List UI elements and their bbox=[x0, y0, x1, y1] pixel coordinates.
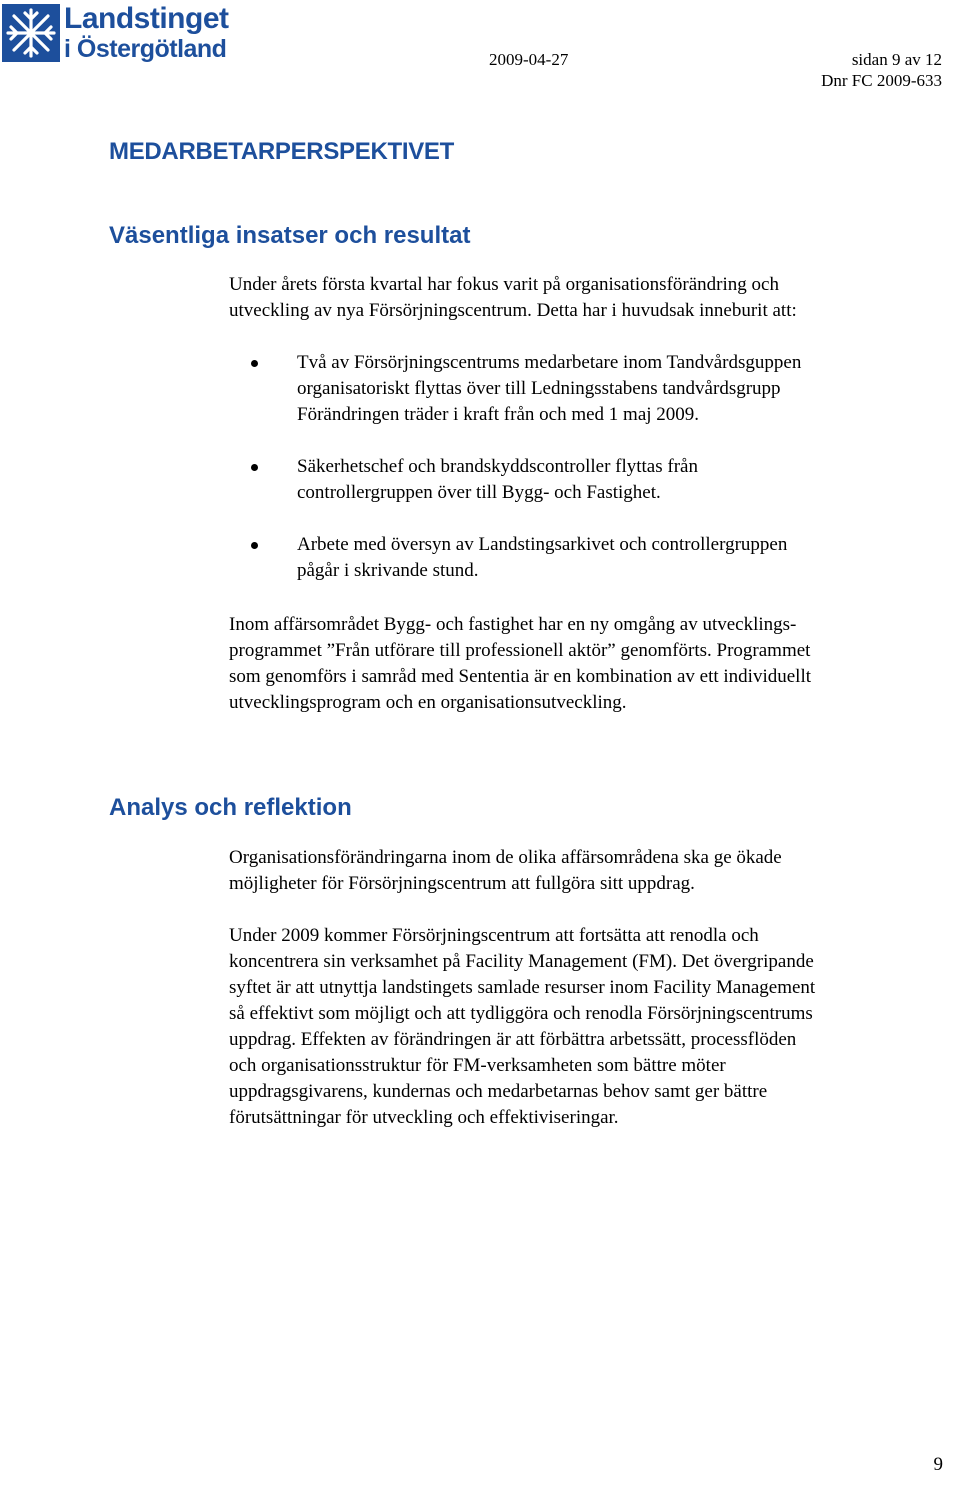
text-line: som genomförs i samråd med Sententia är en kombination av ett individuellt bbox=[229, 666, 812, 687]
list-item bbox=[229, 532, 929, 584]
paragraph-organisationsforandringar bbox=[229, 845, 929, 897]
text-line: Under årets första kvartal har fokus varit på organisationsförändring och bbox=[229, 274, 779, 295]
text-line: förutsättningar för utveckling och effektiviseringar. bbox=[229, 1107, 619, 1128]
text-line: Under 2009 kommer Försörjningscentrum att fortsätta att renodla och bbox=[229, 925, 759, 946]
section-title: MEDARBETARPERSPEKTIVET bbox=[109, 138, 454, 165]
text-line: utvecklingsprogram och en organisationsutveckling. bbox=[229, 692, 627, 713]
heading-analys-reflektion: Analys och reflektion bbox=[109, 794, 352, 821]
footer-page-number: 9 bbox=[933, 1454, 943, 1475]
text-line: controllergruppen över till Bygg- och Fastighet. bbox=[297, 482, 661, 503]
logo-text-line1: Landstinget bbox=[64, 2, 229, 35]
page-indicator: sidan 9 av 12 bbox=[851, 50, 942, 69]
text-line: utveckling av nya Försörjningscentrum. Detta har i huvudsak inneburit att: bbox=[229, 300, 797, 321]
logo-text-line2: i Östergötland bbox=[64, 35, 227, 63]
text-line: och organisationsstruktur för FM-verksamheten som bättre möter bbox=[229, 1055, 726, 1076]
bullet-icon bbox=[251, 360, 258, 367]
text-line: Inom affärsområdet Bygg- och fastighet har en ny omgång av utvecklings- bbox=[229, 614, 797, 635]
text-line: möjligheter för Försörjningscentrum att fullgöra sitt uppdrag. bbox=[229, 873, 695, 894]
landstinget-logo bbox=[2, 2, 247, 68]
text-line: koncentrera sin verksamhet på Facility Management (FM). Det övergripande bbox=[229, 951, 814, 972]
document-date: 2009-04-27 bbox=[489, 50, 569, 69]
text-line: organisatoriskt flyttas över till Ledningsstabens tandvårdsgrupp bbox=[297, 378, 781, 399]
text-line: uppdrag. Effekten av förändringen är att förbättra arbetssätt, processflöden bbox=[229, 1029, 797, 1050]
list-item bbox=[229, 350, 929, 428]
snowflake-logo-icon bbox=[2, 4, 60, 62]
text-line: Organisationsförändringarna inom de olika affärsområdena ska ge ökade bbox=[229, 847, 782, 868]
text-line: syftet är att utnyttja landstingets samlade resurser inom Facility Management bbox=[229, 977, 816, 998]
document-number: Dnr FC 2009-633 bbox=[821, 71, 942, 90]
intro-paragraph bbox=[229, 272, 929, 324]
text-line: pågår i skrivande stund. bbox=[297, 560, 479, 581]
text-line: Arbete med översyn av Landstingsarkivet och controllergruppen bbox=[297, 534, 788, 555]
text-line: Förändringen träder i kraft från och med 1 maj 2009. bbox=[297, 404, 700, 425]
text-line: Två av Försörjningscentrums medarbetare inom Tandvårdsguppen bbox=[297, 352, 802, 373]
bullet-list bbox=[229, 350, 929, 584]
heading-insatser-resultat: Väsentliga insatser och resultat bbox=[109, 222, 471, 249]
bullet-icon bbox=[251, 542, 258, 549]
list-item bbox=[229, 454, 929, 506]
text-line: uppdragsgivarens, kundernas och medarbetarnas behov samt ger bättre bbox=[229, 1081, 768, 1102]
text-line: programmet ”Från utförare till professionell aktör” genomförts. Programmet bbox=[229, 640, 811, 661]
paragraph-bygg-fastighet bbox=[229, 612, 929, 716]
text-line: Säkerhetschef och brandskyddscontroller flyttas från bbox=[297, 456, 698, 477]
paragraph-facility-management bbox=[229, 923, 929, 1131]
text-line: så effektivt som möjligt och att tydliggöra och renodla Försörjningscentrums bbox=[229, 1003, 813, 1024]
bullet-icon bbox=[251, 464, 258, 471]
